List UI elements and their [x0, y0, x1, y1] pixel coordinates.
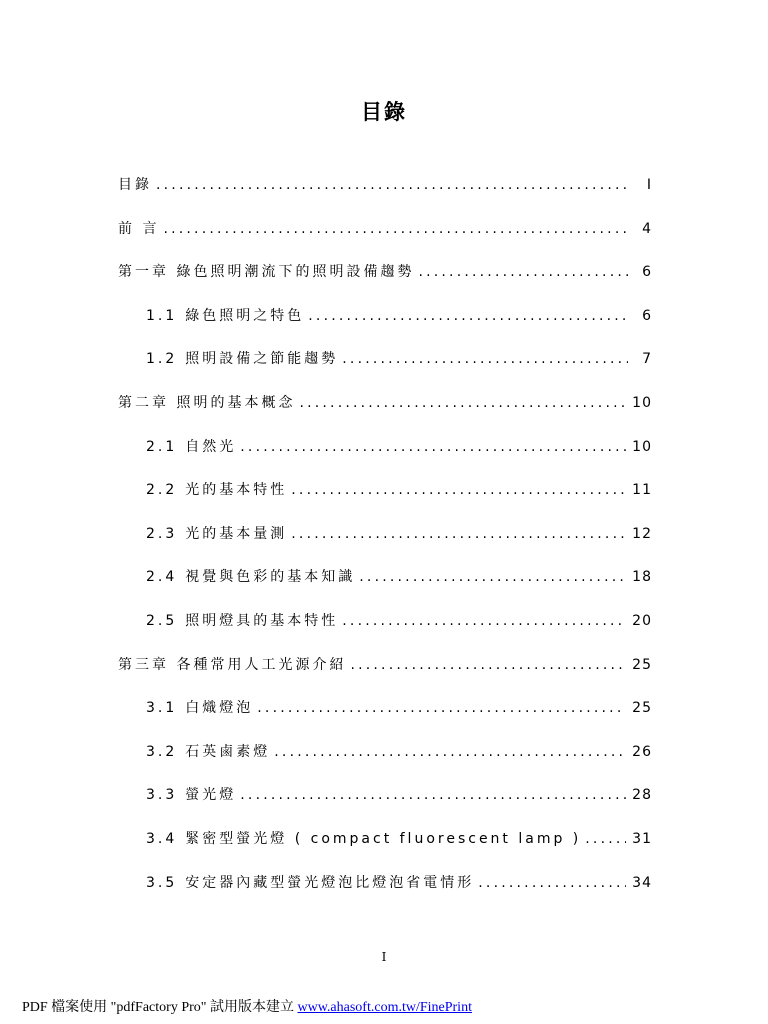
toc-entry-text: 目錄 — [118, 177, 152, 193]
toc-entry-label — [146, 562, 355, 592]
toc-entry-page: 4 — [642, 220, 652, 237]
toc-entry-page: 6 — [642, 264, 652, 281]
toc-entry[interactable] — [118, 170, 652, 214]
toc-entry-page: 31 — [632, 830, 652, 847]
toc-entry-text: 石英鹵素燈 — [185, 743, 271, 760]
toc-entry-label — [146, 693, 253, 723]
toc-entry-number: 3.4 — [146, 830, 178, 847]
toc-entry-text: 照明燈具的基本特性 — [185, 612, 339, 629]
toc-dot-leader — [240, 432, 626, 462]
toc-entry-number: 3.2 — [146, 743, 178, 760]
toc-entry[interactable] — [118, 214, 652, 258]
toc-entry-text: 視覺與色彩的基本知識 — [185, 569, 356, 586]
toc-dot-leader — [240, 780, 626, 810]
toc-entry-text: 照明設備之節能趨勢 — [185, 351, 339, 368]
toc-entry-label — [118, 170, 152, 200]
toc-dot-leader — [308, 301, 628, 331]
toc-entry-text: 綠色照明之特色 — [185, 307, 305, 324]
toc-entry-text: 安定器內藏型螢光燈泡比燈泡省電情形 — [185, 874, 475, 891]
toc-entry-page: 18 — [632, 569, 652, 586]
toc-entry-label — [118, 257, 414, 287]
page-number: I — [381, 950, 387, 964]
toc-entry-text: 光的基本量測 — [185, 525, 288, 542]
toc-entry-text: 第一章 綠色照明潮流下的照明設備趨勢 — [118, 264, 415, 281]
toc-entry-text: 前 言 — [118, 220, 160, 237]
toc-entry-label — [146, 737, 270, 767]
toc-entry[interactable] — [118, 257, 652, 301]
toc-entry[interactable] — [118, 388, 652, 432]
toc-entry-page: 6 — [642, 307, 652, 324]
toc-entry-label — [118, 214, 159, 244]
toc-entry-page: I — [646, 177, 652, 193]
toc-entry-text: 緊密型螢光燈 ( compact fluorescent lamp ) — [185, 830, 582, 847]
toc-entry[interactable] — [118, 780, 652, 824]
toc-entry[interactable] — [118, 693, 652, 737]
toc-entry-number: 2.1 — [146, 438, 178, 455]
toc-dot-leader — [274, 737, 626, 767]
toc-entry-number: 2.2 — [146, 482, 178, 499]
toc-dot-leader — [585, 824, 626, 854]
toc-entry-label — [146, 519, 287, 549]
toc-entry-page: 7 — [642, 351, 652, 368]
toc-entry-text: 螢光燈 — [185, 787, 237, 804]
toc-entry-number: 1.1 — [146, 307, 178, 324]
toc-dot-leader — [342, 606, 626, 636]
toc-entry-label — [146, 344, 338, 374]
toc-entry[interactable] — [118, 475, 652, 519]
toc-entry-label — [146, 475, 287, 505]
toc-entry[interactable] — [118, 432, 652, 476]
toc-dot-leader — [418, 257, 628, 287]
toc-entry-page: 11 — [632, 482, 652, 499]
toc-entry-page: 34 — [632, 874, 652, 891]
toc-dot-leader — [291, 475, 626, 505]
toc-entry-text: 白熾燈泡 — [185, 700, 254, 717]
toc-entry[interactable] — [118, 344, 652, 388]
footer-text: PDF 檔案使用 "pdfFactory Pro" 試用版本建立 — [22, 1000, 294, 1015]
toc-entry-number: 1.2 — [146, 351, 178, 368]
toc-entry-label — [146, 301, 304, 331]
toc-entry-text: 第二章 照明的基本概念 — [118, 394, 296, 411]
toc-dot-leader — [350, 650, 626, 680]
toc-entry-label — [118, 388, 295, 418]
footer-link[interactable]: www.ahasoft.com.tw/FinePrint — [297, 1000, 472, 1015]
toc-dot-leader — [478, 868, 626, 898]
toc-dot-leader — [291, 519, 626, 549]
table-of-contents — [118, 170, 652, 911]
toc-entry-text: 自然光 — [185, 438, 237, 455]
toc-entry-number: 2.3 — [146, 525, 178, 542]
toc-entry-label — [146, 780, 236, 810]
toc-dot-leader — [163, 214, 628, 244]
toc-dot-leader — [359, 562, 626, 592]
toc-entry-number: 3.1 — [146, 700, 178, 717]
toc-dot-leader — [156, 170, 628, 200]
toc-entry-page: 12 — [632, 525, 652, 542]
toc-dot-leader — [257, 693, 626, 723]
toc-entry-page: 26 — [632, 743, 652, 760]
toc-dot-leader — [299, 388, 626, 418]
toc-entry[interactable] — [118, 519, 652, 563]
toc-entry-number: 3.5 — [146, 874, 178, 891]
page-title: 目錄 — [361, 99, 407, 124]
toc-entry-number: 3.3 — [146, 787, 178, 804]
toc-entry[interactable] — [118, 562, 652, 606]
toc-entry[interactable] — [118, 737, 652, 781]
toc-entry[interactable] — [118, 606, 652, 650]
toc-entry-text: 光的基本特性 — [185, 482, 288, 499]
toc-entry-number: 2.5 — [146, 612, 178, 629]
toc-entry-page: 25 — [632, 656, 652, 673]
toc-entry[interactable] — [118, 868, 652, 912]
toc-entry-label — [146, 868, 474, 898]
toc-entry-page: 28 — [632, 787, 652, 804]
toc-entry-label — [146, 824, 581, 854]
toc-entry-page: 10 — [632, 394, 652, 411]
toc-entry[interactable] — [118, 301, 652, 345]
toc-entry-page: 25 — [632, 700, 652, 717]
toc-entry[interactable] — [118, 650, 652, 694]
toc-entry-page: 10 — [632, 438, 652, 455]
toc-entry-label — [146, 606, 338, 636]
footer — [22, 996, 472, 1016]
toc-dot-leader — [342, 344, 628, 374]
toc-entry-label — [118, 650, 346, 680]
toc-entry-page: 20 — [632, 612, 652, 629]
toc-entry[interactable] — [118, 824, 652, 868]
toc-entry-number: 2.4 — [146, 569, 178, 586]
toc-entry-text: 第三章 各種常用人工光源介紹 — [118, 656, 347, 673]
toc-entry-label — [146, 432, 236, 462]
